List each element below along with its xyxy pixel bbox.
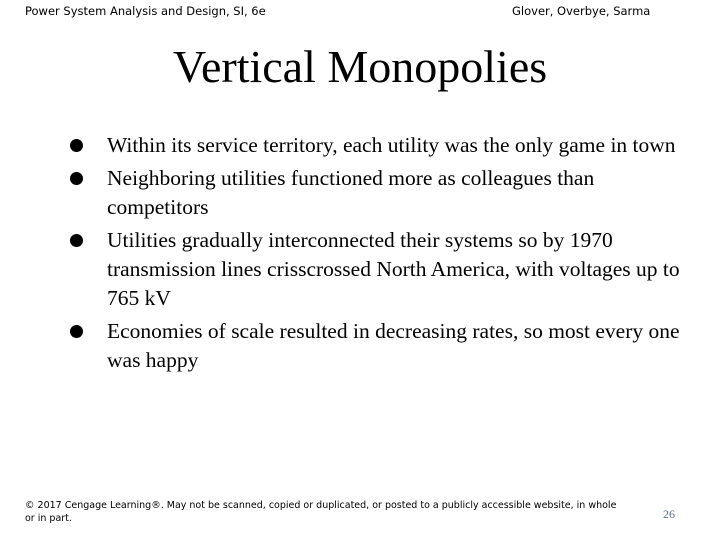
- header-book-title: Power System Analysis and Design, SI, 6e: [25, 4, 266, 18]
- slide-title: Vertical Monopolies: [172, 41, 548, 92]
- bullet-text: Neighboring utilities functioned more as colleagues than competitors: [107, 166, 595, 219]
- bullet-text: Within its service territory, each utility was the only game in town: [107, 133, 676, 157]
- bullet-dot-icon: [70, 172, 83, 185]
- bullet-text: Utilities gradually interconnected their systems so by 1970 transmission lines crisscrossed North America, with voltages up to 765 kV: [107, 228, 680, 310]
- bullet-item: [70, 131, 680, 160]
- page-number: 26: [663, 507, 675, 521]
- header-authors: Glover, Overbye, Sarma: [512, 4, 651, 18]
- bullet-item: [70, 164, 680, 222]
- bullet-item: [70, 226, 680, 313]
- bullet-dot-icon: [70, 325, 83, 338]
- bullet-item: [70, 317, 680, 375]
- bullet-list: [70, 131, 680, 379]
- copyright-notice: © 2017 Cengage Learning®. May not be scanned, copied or duplicated, or posted to a publicly accessible website, in whole or in part.: [25, 500, 617, 524]
- bullet-dot-icon: [70, 234, 83, 247]
- bullet-text: Economies of scale resulted in decreasing rates, so most every one was happy: [107, 319, 680, 372]
- bullet-dot-icon: [70, 139, 83, 152]
